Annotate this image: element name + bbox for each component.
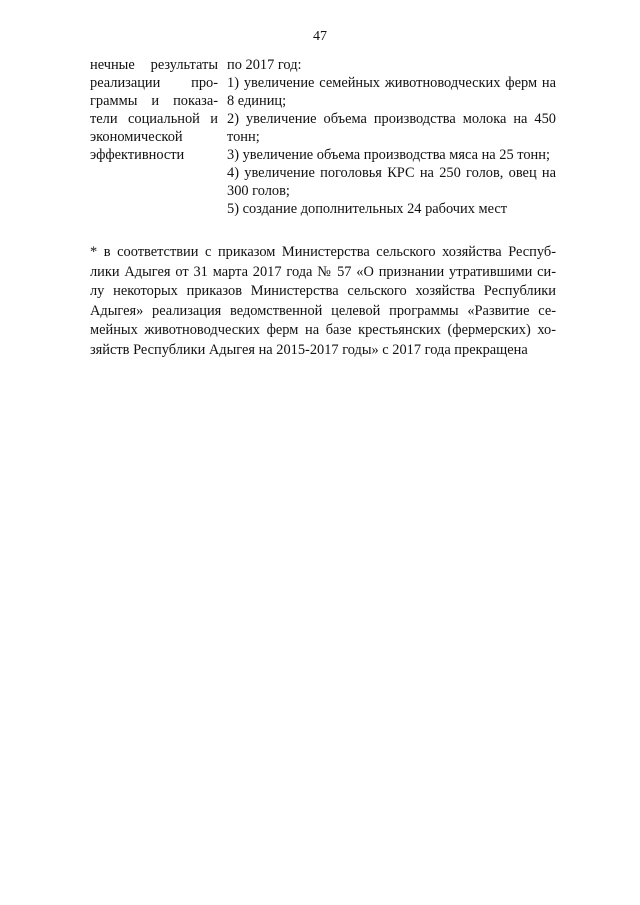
footnote-line-1: * в соответствии с приказом Министерства сельского хозяйства Респуб- [90, 244, 556, 260]
table-continuation [90, 56, 556, 218]
result-item-3: 3) увеличение объема производства мяса на 25 тонн; [227, 147, 550, 163]
footnote [90, 243, 556, 360]
left-line-2: реализации про- [90, 75, 218, 91]
footnote-line-4: Адыгея» реализация ведомственной целевой программы «Развитие се- [90, 302, 556, 319]
footnote-line-2: лики Адыгея от 31 марта 2017 года № 57 «О признании утратившими си- [90, 263, 556, 280]
result-item-5: 5) создание дополнительных 24 рабочих мест [227, 201, 508, 217]
table-left-column [90, 56, 218, 218]
left-line-6: эффективности [90, 147, 185, 163]
table-right-column [227, 56, 556, 218]
footnote-line-6: зяйств Республики Адыгея на 2015-2017 годы» с 2017 года прекращена [90, 341, 528, 358]
result-item-2: 2) увеличение объема производства молока на 450 тонн; [227, 111, 556, 145]
left-line-4: тели социальной и [90, 111, 218, 127]
result-item-4: 4) увеличение поголовья КРС на 250 голов, овец на 300 голов; [227, 165, 556, 199]
page-number: 47 [313, 29, 327, 44]
result-item-1: 1) увеличение семейных животноводческих ферм на 8 единиц; [227, 75, 556, 109]
left-line-3: граммы и показа- [90, 93, 218, 109]
left-line-1: нечные результаты [90, 57, 218, 73]
result-intro: по 2017 год: [227, 57, 302, 73]
left-line-5: экономической [90, 129, 183, 145]
footnote-line-5: мейных животноводческих ферм на базе крестьянских (фермерских) хо- [90, 322, 556, 338]
footnote-line-3: лу некоторых приказов Министерства сельского хозяйства Республики [90, 283, 556, 299]
